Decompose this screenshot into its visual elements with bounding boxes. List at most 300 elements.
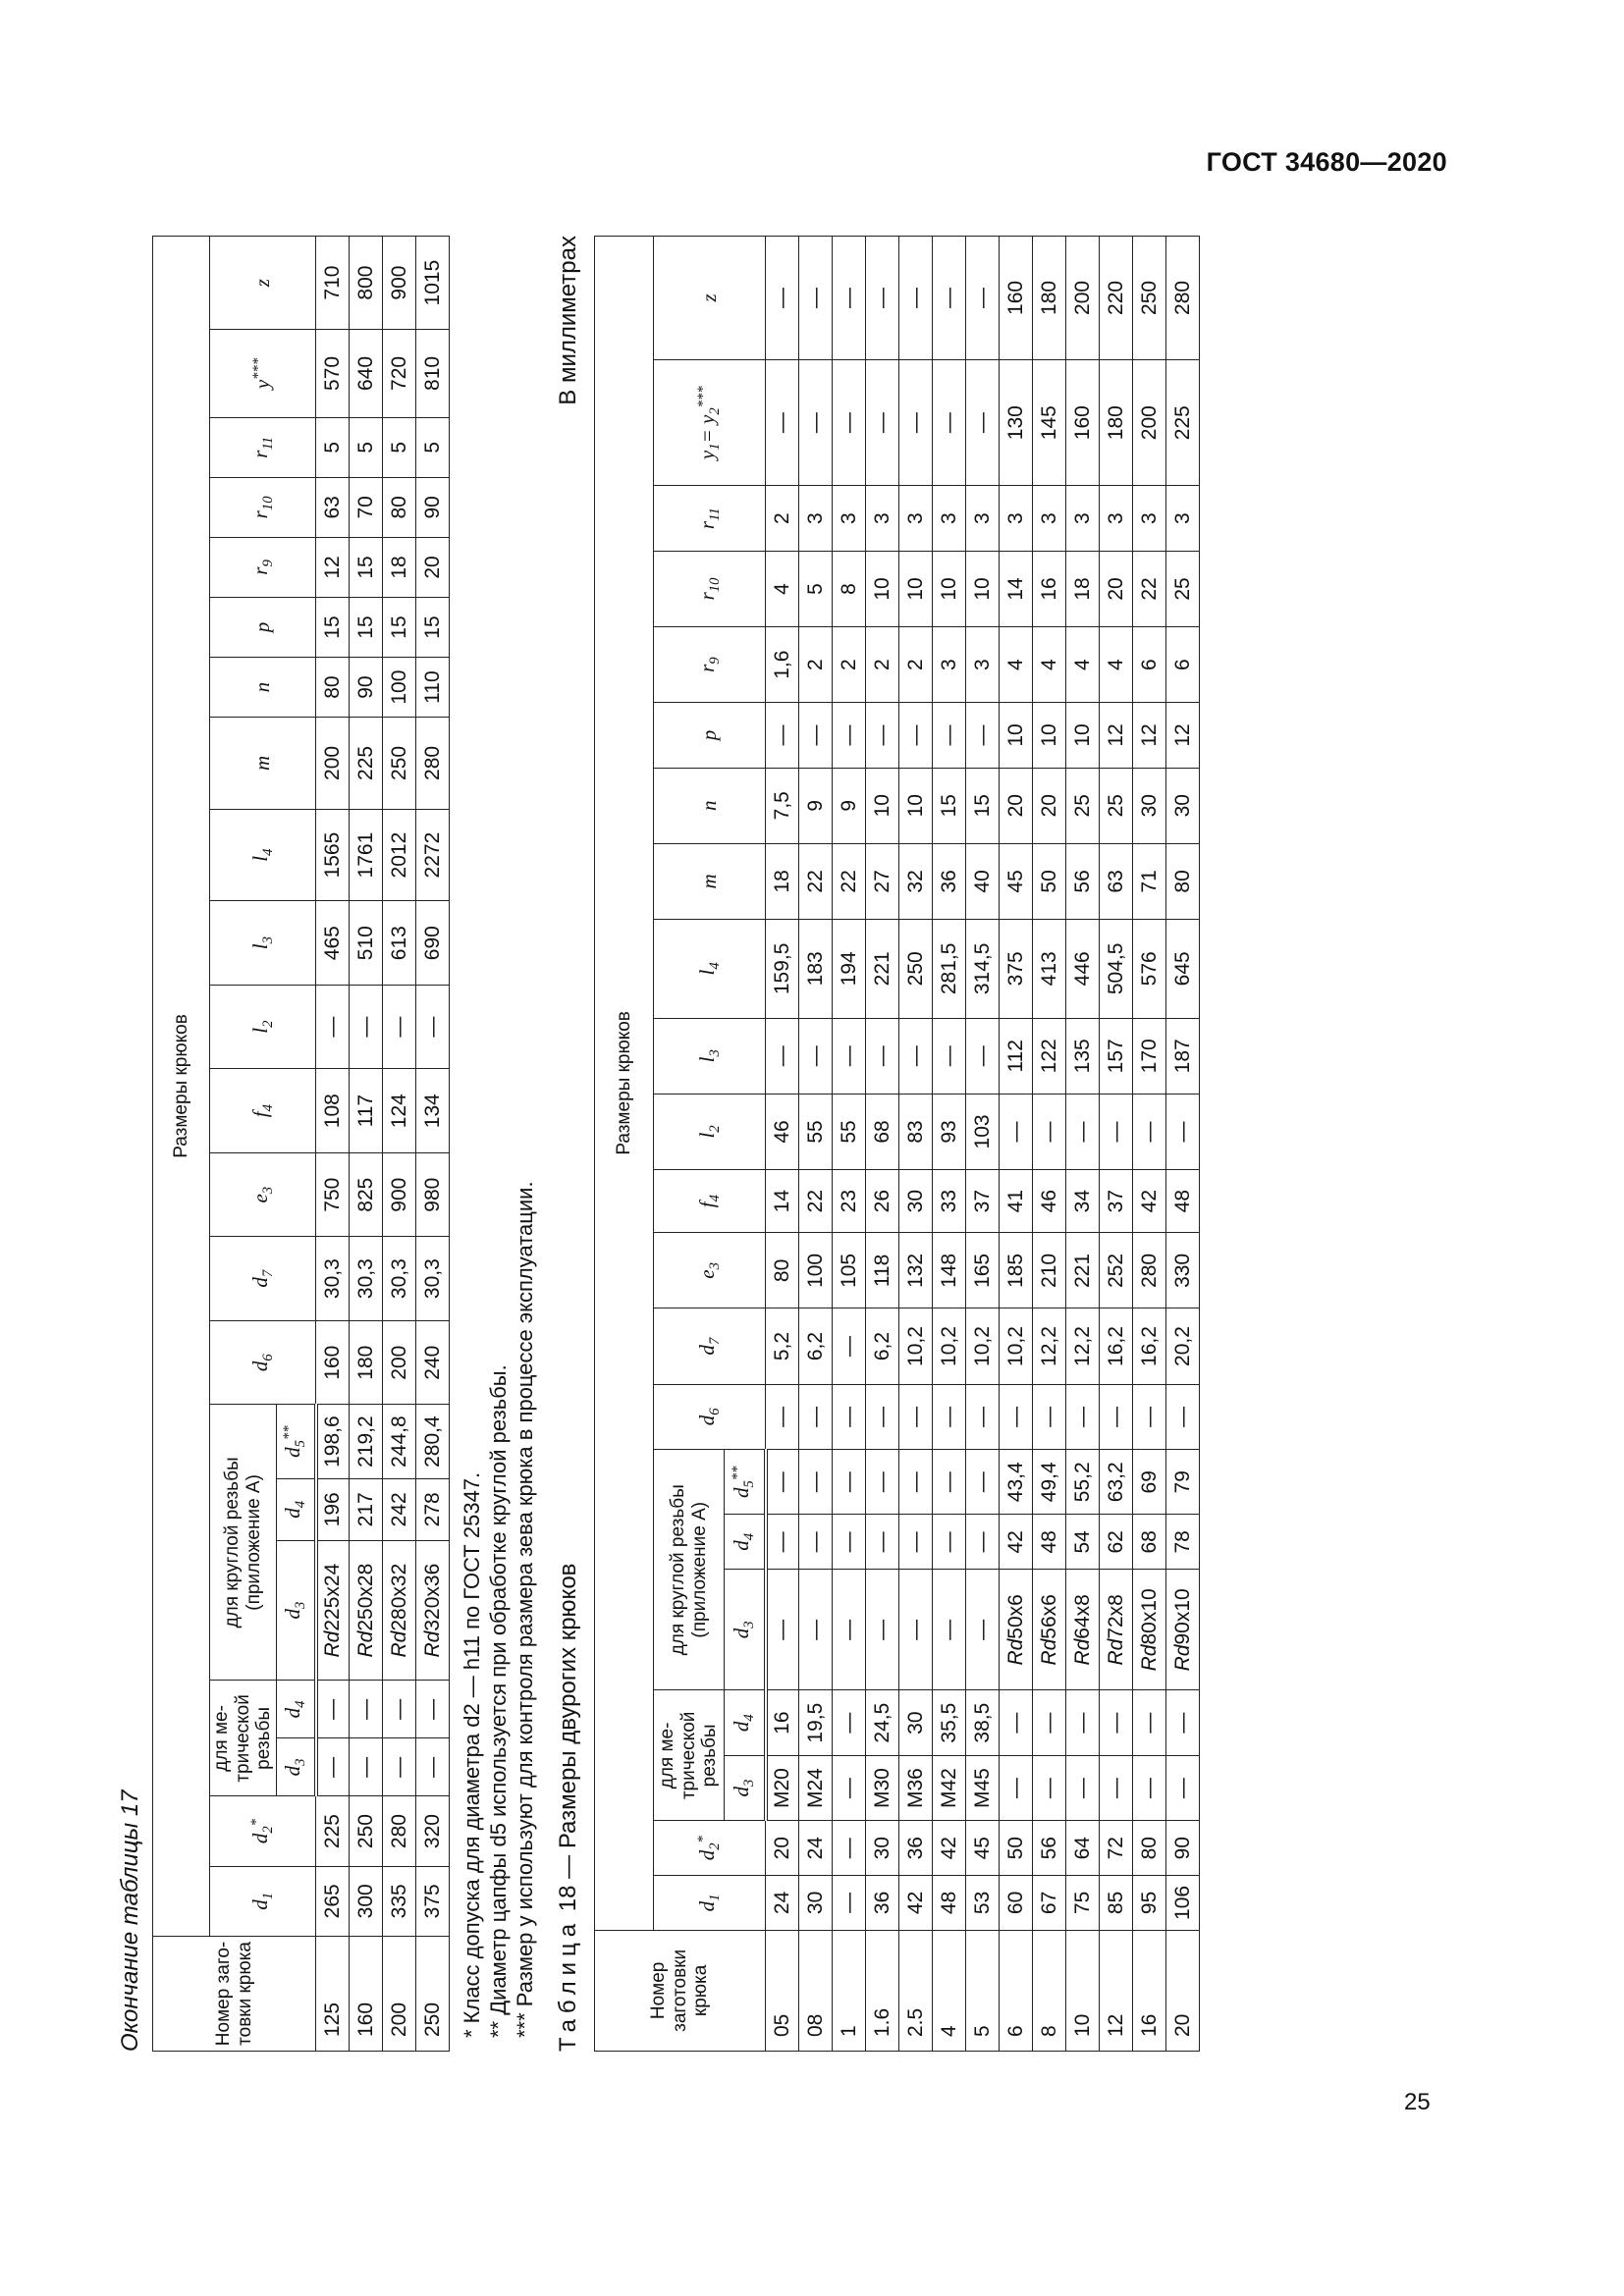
t18-cell: 16,2 [1100,1308,1133,1384]
t17-cell: 278 [416,1478,450,1540]
t17-cell: — [416,1738,450,1796]
t17-cell: 465 [316,901,350,986]
t18-cell: 37 [966,1170,1000,1233]
t18-row [899,237,933,2052]
t18-header-number: Номер заготовки крюка [595,1930,766,2051]
t18-cell: Rd72x8 [1100,1570,1133,1690]
t18-cell: 122 [1033,1018,1066,1094]
t18-cell: 22 [799,843,833,919]
t18-row [1133,237,1166,2052]
t18-cell: 05 [766,1930,799,2051]
t18-cell: 46 [766,1094,799,1169]
t17-cell: 5 [316,417,350,477]
t18-cell: — [966,1450,1000,1515]
t17-cell: 200 [316,718,350,810]
t18-cell: 24 [766,1876,799,1931]
t17-cell: 90 [350,658,383,718]
t18-cell: 41 [1000,1170,1033,1233]
t18-cell: 3 [833,486,866,551]
t18-cell: 25 [1100,768,1133,843]
t18-cell: — [899,703,933,768]
t18-cell: — [866,1384,899,1449]
t17-cell: 242 [383,1478,416,1540]
t18-cell: — [966,1515,1000,1570]
t18-cell: 20 [1033,768,1066,843]
t18-cell: M45 [966,1755,1000,1820]
t18-cell: — [833,1450,866,1515]
t17-cell: 980 [416,1152,450,1237]
t18-cell: — [1100,1690,1133,1755]
t18-row [966,237,1000,2052]
t18-cell: — [1000,1094,1033,1169]
t18-row [1000,237,1033,2052]
t18-cell: 42 [1133,1170,1166,1233]
t17-cell: 117 [350,1069,383,1153]
t17-row [316,237,350,2052]
t18-cell: 72 [1100,1821,1133,1876]
t18-cell: 183 [799,919,833,1018]
t18-cell: 170 [1133,1018,1166,1094]
t18-cell: 64 [1066,1821,1100,1876]
t17-cell: 750 [316,1152,350,1237]
t18-cell: — [799,1515,833,1570]
t17-cell: 225 [316,1796,350,1866]
t18-cell: — [966,703,1000,768]
t18-cell: 12 [1133,703,1166,768]
t17-cell: 70 [350,477,383,537]
t18-cell: 160 [1066,359,1100,486]
t18-row [766,237,799,2052]
t18-h-round: для круглой резьбы (приложение А) [654,1450,725,1690]
t18-body [766,237,1200,2052]
t18-cell: — [833,359,866,486]
t18-cell: 3 [866,486,899,551]
t18-h-r10: $r_{10}$ [654,551,766,626]
t18-cell: 7,5 [766,768,799,843]
t18-cell: — [1166,1690,1200,1755]
t18-cell: 12 [1166,703,1200,768]
t18-cell: 103 [966,1094,1000,1169]
t18-cell: 3 [1033,486,1066,551]
t17-h-y: y*** [210,330,316,418]
t18-header-group: Размеры крюков [595,237,654,1931]
t17-cell: — [350,1738,383,1796]
t17-h-d4r: $d_4$ [277,1478,316,1540]
t17-h-d1: $d_1$ [210,1866,316,1936]
t18-cell: 200 [1133,359,1166,486]
t18-cell: — [799,1450,833,1515]
t18-h-metric: для ме-трической резьбы [654,1690,725,1821]
t17-cell: 613 [383,901,416,986]
t17-cell: — [316,1681,350,1738]
t17-h-round: для круглой резьбы (приложение А) [210,1405,277,1681]
t18-cell: — [866,703,899,768]
t18-cell: 16 [1133,1930,1166,2051]
t18-cell: 252 [1100,1233,1133,1308]
t18-cell: — [1166,1755,1200,1820]
t18-cell: 3 [1133,486,1166,551]
t18-cell: 2.5 [899,1930,933,2051]
t18-cell: 10 [1066,1930,1100,2051]
t17-cell: 80 [316,658,350,718]
t18-cell: 25 [1066,768,1100,843]
t17-cell: 196 [316,1478,350,1540]
t18-cell: — [899,1384,933,1449]
t18-cell: 63 [1100,843,1133,919]
t18-cell: 280 [1133,1233,1166,1308]
t18-cell: — [833,237,866,360]
t18-cell: 15 [933,768,966,843]
t18-cell: 185 [1000,1233,1033,1308]
t18-cell: 14 [766,1170,799,1233]
t18-cell: — [1133,1384,1166,1449]
t18-cell: 105 [833,1233,866,1308]
t17-cell: 265 [316,1866,350,1936]
t18-cell: — [933,237,966,360]
t18-cell: 10 [866,768,899,843]
t17-h-l2: $l_2$ [210,985,316,1069]
t17-h-d5r: $d_5^{**}$ [277,1405,316,1478]
t18-cell: 4 [1033,627,1066,703]
t17-h-metric: для ме-трической резьбы [210,1681,277,1796]
t18-cell: 42 [1000,1515,1033,1570]
t18-h-p: p [654,703,766,768]
t18-cell: 30 [899,1690,933,1755]
table17 [152,236,450,2052]
t18-cell: Rd64x8 [1066,1570,1100,1690]
t17-row [416,237,450,2052]
t18-cell: 281,5 [933,919,966,1018]
note-3: *** Размер y используют для контроля размера зева крюка в процессе эксплуатации. [513,1181,537,2038]
t18-cell: 100 [799,1233,833,1308]
t18-cell: 6,2 [866,1308,899,1384]
t18-cell: 8 [833,551,866,626]
t17-h-m: m [210,718,316,810]
table18-caption-title: — Размеры двурогих крюков [555,1563,581,1879]
t17-cell: 30,3 [416,1237,450,1321]
t17-cell: 198,6 [316,1405,350,1478]
t17-cell: 15 [350,597,383,657]
t18-cell: — [1066,1094,1100,1169]
table18-caption [555,1564,582,2052]
t17-cell: Rd320x36 [416,1540,450,1681]
t18-h-d2: $d_2^*$ [654,1821,766,1876]
t18-cell: — [866,1515,899,1570]
t18-cell: 375 [1000,919,1033,1018]
t18-cell: 32 [899,843,933,919]
t18-cell: 3 [799,486,833,551]
table17-caption: Окончание таблицы 17 [117,1789,143,2052]
t18-cell: 30 [866,1821,899,1876]
t18-cell: M20 [766,1755,799,1820]
table18-units: В миллиметрах [555,236,581,405]
t18-cell: 3 [1066,486,1100,551]
t18-cell: — [766,359,799,486]
t18-cell: — [766,237,799,360]
t18-cell: — [799,237,833,360]
t18-cell: 314,5 [966,919,1000,1018]
t18-cell: — [833,1515,866,1570]
t18-cell: 45 [1000,843,1033,919]
t17-cell: 240 [416,1320,450,1405]
t17-h-r11: $r_{11}$ [210,417,316,477]
t18-cell: 3 [1100,486,1133,551]
t18-cell: 10,2 [1000,1308,1033,1384]
t18-cell: — [1166,1384,1200,1449]
t17-cell: 15 [316,597,350,657]
t18-cell: 159,5 [766,919,799,1018]
t17-cell: — [350,1681,383,1738]
t18-cell: 187 [1166,1018,1200,1094]
t17-header-number: Номер заго-товки крюка [153,1936,316,2051]
t18-cell: — [799,1570,833,1690]
t18-cell: 4 [933,1930,966,2051]
t18-cell: 106 [1166,1876,1200,1931]
t17-cell: 1761 [350,809,383,901]
t18-cell: 112 [1000,1018,1033,1094]
t18-cell: — [1033,1384,1066,1449]
t17-cell: 20 [416,537,450,597]
t18-cell: 50 [1000,1821,1033,1876]
t18-cell: 12,2 [1033,1308,1066,1384]
t18-cell: — [899,359,933,486]
t18-cell: 10,2 [933,1308,966,1384]
t18-row [1033,237,1066,2052]
t18-cell: 55 [799,1094,833,1169]
t17-cell: 375 [416,1866,450,1936]
t18-cell: 10,2 [966,1308,1000,1384]
t18-cell: — [766,1384,799,1449]
t17-h-d3m: $d_3$ [277,1738,316,1796]
t18-cell: 43,4 [1000,1450,1033,1515]
t18-cell: — [866,237,899,360]
t18-h-d3r: $d_3$ [725,1570,766,1690]
t18-cell: — [933,1570,966,1690]
t17-cell: 690 [416,901,450,986]
t18-cell: 20 [1100,551,1133,626]
t18-cell: 20 [1000,768,1033,843]
t18-cell: 10 [933,551,966,626]
t18-cell: — [1033,1690,1066,1755]
t18-cell: 90 [1166,1821,1200,1876]
t18-cell: 250 [1133,237,1166,360]
t18-cell: — [1033,1094,1066,1169]
t18-cell: — [799,1018,833,1094]
t18-cell: 4 [1100,627,1133,703]
t17-cell: 15 [350,537,383,597]
t18-cell: 4 [1066,627,1100,703]
t18-cell: 165 [966,1233,1000,1308]
t18-cell: 55 [833,1094,866,1169]
t17-h-e3: $e_3$ [210,1152,316,1237]
t18-h-l2: $l_2$ [654,1094,766,1169]
t18-row [933,237,966,2052]
t18-cell: — [933,1450,966,1515]
t18-cell: 135 [1066,1018,1100,1094]
t18-cell: 36 [899,1821,933,1876]
t17-cell: 15 [416,597,450,657]
t18-cell: 3 [1166,486,1200,551]
t17-h-p: p [210,597,316,657]
t18-cell: — [833,1018,866,1094]
t18-cell: — [1066,1384,1100,1449]
t17-cell: — [416,1681,450,1738]
t18-cell: 1.6 [866,1930,899,2051]
t17-cell: 810 [416,330,450,418]
t18-cell: 145 [1033,359,1066,486]
t18-cell: 9 [833,768,866,843]
t18-cell: 2 [833,627,866,703]
t17-cell: 244,8 [383,1405,416,1478]
t18-cell: 2 [866,627,899,703]
t18-cell: 48 [1166,1170,1200,1233]
t17-h-l4: $l_4$ [210,809,316,901]
t18-cell: 157 [1100,1018,1133,1094]
t18-cell: 130 [1000,359,1033,486]
t17-cell: 63 [316,477,350,537]
t18-cell: 6 [1133,627,1166,703]
t18-cell: 19,5 [799,1690,833,1755]
t18-cell: 30 [1166,768,1200,843]
t18-cell: Rd56x6 [1033,1570,1066,1690]
t18-cell: 20,2 [1166,1308,1200,1384]
t18-cell: 80 [1166,843,1200,919]
t18-cell: 6,2 [799,1308,833,1384]
t17-cell: 570 [316,330,350,418]
t18-h-l4: $l_4$ [654,919,766,1018]
t18-cell: 6 [1166,627,1200,703]
t18-cell: 180 [1100,359,1133,486]
t17-cell: 1015 [416,237,450,330]
t17-cell: 160 [350,1936,383,2051]
t18-cell: M30 [866,1755,899,1820]
t17-cell: 225 [350,718,383,810]
t17-h-l3: $l_3$ [210,901,316,986]
t18-cell: 160 [1000,237,1033,360]
t18-cell: — [866,1570,899,1690]
t18-cell: 180 [1033,237,1066,360]
t18-cell: 194 [833,919,866,1018]
t18-h-d3m: $d_3$ [725,1755,766,1820]
t17-header-group: Размеры крюков [153,237,210,1937]
t18-cell: 30 [799,1876,833,1931]
t18-cell: 45 [966,1821,1000,1876]
t18-cell: — [866,1450,899,1515]
t18-cell: — [933,703,966,768]
t18-cell: 4 [1000,627,1033,703]
t18-cell: 4 [766,551,799,626]
t18-cell: 16,2 [1133,1308,1166,1384]
t18-cell: 2 [899,627,933,703]
t18-row [799,237,833,2052]
t17-cell: 108 [316,1069,350,1153]
t17-cell: 30,3 [316,1237,350,1321]
t18-cell: 95 [1133,1876,1166,1931]
t17-cell: 219,2 [350,1405,383,1478]
t18-cell: 50 [1033,843,1066,919]
t18-cell: 6 [1000,1930,1033,2051]
t18-cell: 9 [799,768,833,843]
t17-cell: Rd250x28 [350,1540,383,1681]
t18-cell: 10 [1000,703,1033,768]
t18-cell: 56 [1033,1821,1066,1876]
t18-cell: — [766,1570,799,1690]
t18-cell: 22 [833,843,866,919]
t17-cell: 710 [316,237,350,330]
t18-cell: — [966,1018,1000,1094]
t18-cell: 37 [1100,1170,1133,1233]
t17-cell: 18 [383,537,416,597]
page-number: 25 [1404,2089,1431,2115]
t18-row [1100,237,1133,2052]
t18-cell: 12 [1100,1930,1133,2051]
t18-cell: M36 [899,1755,933,1820]
t18-cell: — [833,1876,866,1931]
t18-cell: — [866,359,899,486]
t18-cell: 220 [1100,237,1133,360]
t18-cell: 250 [899,919,933,1018]
t18-cell: 330 [1166,1233,1200,1308]
t18-cell: M42 [933,1755,966,1820]
t17-cell: 280 [416,718,450,810]
t18-cell: 10,2 [899,1308,933,1384]
t18-cell: 22 [799,1170,833,1233]
table18 [594,236,1200,2052]
t18-cell: 10 [866,551,899,626]
t18-cell: — [899,1018,933,1094]
t17-row [383,237,416,2052]
t17-h-z: z [210,237,316,330]
t18-cell: — [1066,1690,1100,1755]
t18-cell: 78 [1166,1515,1200,1570]
t18-h-l3: $l_3$ [654,1018,766,1094]
t18-cell: 75 [1066,1876,1100,1931]
t18-cell: — [1033,1755,1066,1820]
t17-cell: 900 [383,237,416,330]
t18-cell: — [1133,1690,1166,1755]
t17-cell: 250 [350,1796,383,1866]
t17-body [316,237,450,2052]
t18-cell: 83 [899,1094,933,1169]
t18-cell: 10 [899,768,933,843]
t18-cell: 68 [866,1094,899,1169]
t18-cell: 53 [966,1876,1000,1931]
t17-cell: 300 [350,1866,383,1936]
t17-cell: — [383,985,416,1069]
t18-cell: — [1066,1755,1100,1820]
t18-h-d5r: $d_5^{**}$ [725,1450,766,1515]
t17-cell: 80 [383,477,416,537]
t17-cell: 825 [350,1152,383,1237]
t18-cell: 48 [1033,1515,1066,1570]
t18-cell: 200 [1066,237,1100,360]
t18-cell: 46 [1033,1170,1066,1233]
t18-cell: 14 [1000,551,1033,626]
t18-cell: 36 [866,1876,899,1931]
t18-cell: — [833,703,866,768]
t18-cell: 3 [933,627,966,703]
t17-cell: 90 [416,477,450,537]
t18-cell: — [966,237,1000,360]
t18-cell: 5,2 [766,1308,799,1384]
t18-cell: Rd80x10 [1133,1570,1166,1690]
t18-cell: Rd90x10 [1166,1570,1200,1690]
t17-cell: 100 [383,658,416,718]
t18-cell: — [1000,1690,1033,1755]
t18-h-r11: $r_{11}$ [654,486,766,551]
t18-h-d4r: $d_4$ [725,1515,766,1570]
t17-cell: 1565 [316,809,350,901]
